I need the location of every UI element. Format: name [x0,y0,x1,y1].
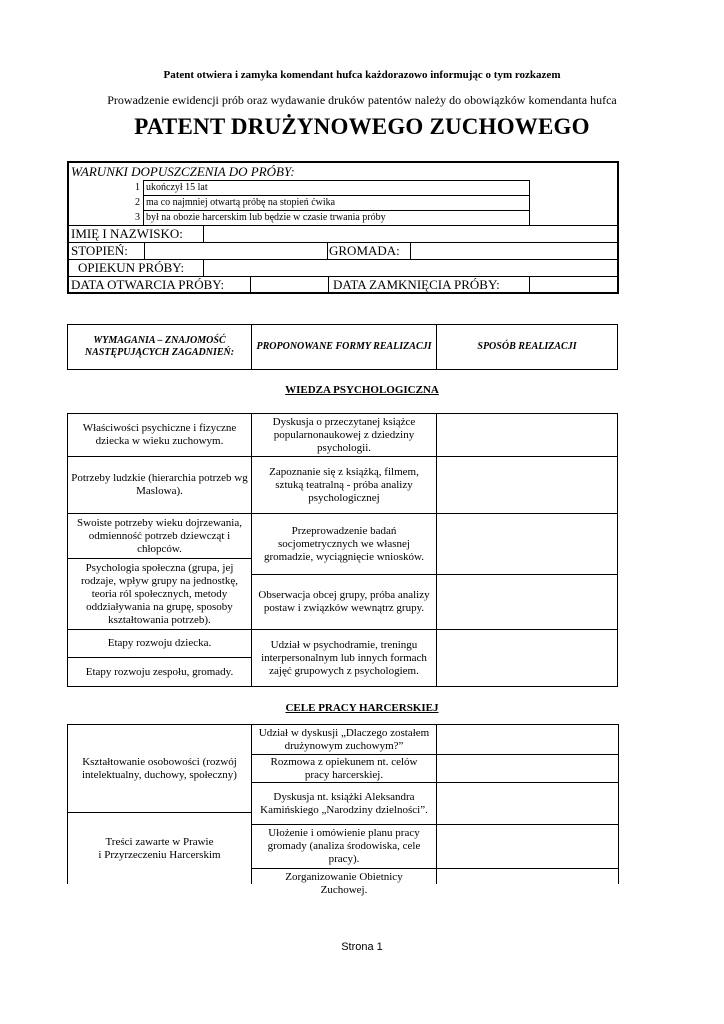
requirement-cell: Potrzeby ludzkie (hierarchia potrzeb wg Maslowa). [71,472,248,497]
group-label: GROMADA: [329,243,400,258]
form-cell: Zorganizowanie Obietnicy Zuchowej. [285,871,403,896]
requirement-cell: Etapy rozwoju zespołu, gromady. [85,666,234,678]
rank-label: STOPIEŃ: [71,243,128,258]
form-cell: Rozmowa z opiekunem nt. celów pracy harcerskiej. [270,755,418,781]
condition-number: 2 [135,197,140,208]
forms-column-header: PROPONOWANE FORMY REALIZACJI [256,341,432,352]
condition-number: 3 [135,212,140,223]
name-label: IMIĘ I NAZWISKO: [71,226,183,241]
mentor-field[interactable] [204,260,616,275]
page-title: PATENT DRUŻYNOWEGO ZUCHOWEGO [134,114,590,139]
method-field[interactable] [437,755,617,782]
requirement-cell: Swoiste potrzeby wieku dojrzewania, odmienność potrzeb dziewcząt i chłopców. [77,516,242,555]
method-field[interactable] [437,783,617,824]
method-field[interactable] [437,514,617,574]
section-title: WIEDZA PSYCHOLOGICZNA [285,384,439,396]
requirement-cell: Właściwości psychiczne i fizyczne dziecka w wieku zuchowym. [82,422,237,447]
form-cell: Obserwacja obcej grupy, próba analizy postaw i związków wewnątrz grupy. [258,589,430,614]
close-date-label: DATA ZAMKNIĘCIA PRÓBY: [333,277,500,292]
method-field[interactable] [437,414,617,456]
form-cell: Zapoznanie się z książką, filmem, sztuką teatralną - próba analizy psychologicznej [269,465,419,504]
requirement-cell: Etapy rozwoju dziecka. [107,637,212,649]
method-field[interactable] [437,457,617,513]
condition-text: był na obozie harcerskim lub będzie w czasie trwania próby [146,212,386,223]
form-cell: Udział w psychodramie, treningu interpersonalnym lub innych formach zajęć grupowych z psychologiem. [261,639,427,677]
method-field[interactable] [437,575,617,629]
page-number: Strona 1 [341,941,383,953]
conditions-label: WARUNKI DOPUSZCZENIA DO PRÓBY: [71,164,295,179]
rank-field[interactable] [145,243,326,258]
section-title: CELE PRACY HARCERSKIEJ [285,702,439,714]
opening-note: Patent otwiera i zamyka komendant hufca każdorazowo informując o tym rozkazem [163,69,561,81]
open-date-field[interactable] [251,277,327,291]
form-cell: Dyskusja o przeczytanej książce popularnonaukowej z dziedziny psychologii. [272,415,416,454]
group-field[interactable] [411,243,616,258]
requirement-cell: Treści zawarte w Prawie i Przyrzeczeniu Harcerskim [98,835,221,861]
condition-text: ma co najmniej otwartą próbę na stopień ćwika [146,197,336,208]
method-field[interactable] [437,725,617,754]
open-date-label: DATA OTWARCIA PRÓBY: [71,277,225,292]
admission-form [67,161,619,294]
condition-number: 1 [135,182,140,193]
requirement-cell: Kształtowanie osobowości (rozwój intelektualny, duchowy, społeczny) [82,755,237,781]
name-field[interactable] [204,226,616,241]
method-column-header: SPOSÓB REALIZACJI [477,341,577,352]
close-date-field[interactable] [530,277,616,291]
form-cell: Ułożenie i omówienie planu pracy gromady (analiza środowiska, cele pracy). [267,827,421,865]
requirements-column-header: WYMAGANIA – ZNAJOMOŚĆ NASTĘPUJĄCYCH ZAGADNIEŃ: [84,335,235,358]
method-field[interactable] [437,825,617,868]
form-cell: Przeprowadzenie badań socjometrycznych we własnej gromadzie, wyciągnięcie wniosków. [264,524,424,563]
condition-text: ukończył 15 lat [146,182,208,193]
method-field[interactable] [437,630,617,687]
method-field[interactable] [437,869,617,884]
requirement-cell: Psychologia społeczna (grupa, jej rodzaje, wpływ grupy na jednostkę, teoria ról społecznych, metody oddziaływania na grupę, sposoby kształtowania potrzeb). [80,561,238,626]
form-cell: Dyskusja nt. książki Aleksandra Kamińskiego „Narodziny dzielności”. [260,790,428,816]
mentor-label: OPIEKUN PRÓBY: [78,260,185,275]
records-note: Prowadzenie ewidencji prób oraz wydawanie druków patentów należy do obowiązków komendanta hufca [107,93,617,107]
form-cell: Udział w dyskusji „Dlaczego zostałem drużynowym zuchowym?” [258,726,430,752]
